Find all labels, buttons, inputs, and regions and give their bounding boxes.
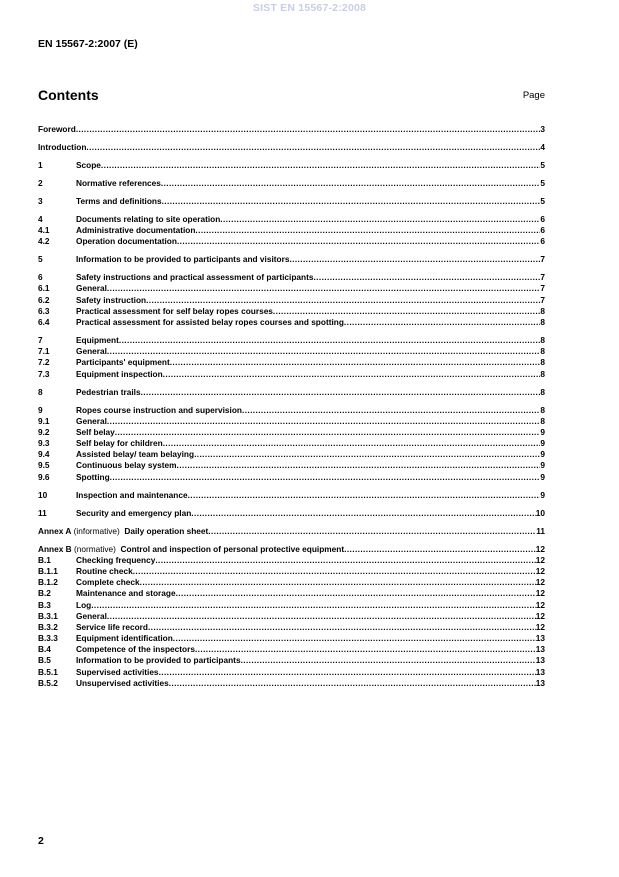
toc-entry-number: B.3.1 <box>38 610 58 621</box>
toc-entry-page: 7 <box>540 294 545 305</box>
toc-entry-title-text: Self belay <box>76 426 115 437</box>
dot-leader <box>155 555 535 566</box>
dot-leader <box>173 633 536 644</box>
toc-entry-page: 9 <box>540 438 545 449</box>
toc-entry[interactable] <box>38 178 545 189</box>
toc-entry-page: 12 <box>535 610 545 621</box>
toc-entry-page: 13 <box>535 666 545 677</box>
toc-entry-title <box>38 142 86 153</box>
toc-entry-title <box>76 644 195 655</box>
toc-entry-page: 6 <box>540 213 545 224</box>
toc-entry-title <box>76 449 194 460</box>
toc-entry-page: 9 <box>540 471 545 482</box>
toc-entry-title <box>76 178 161 189</box>
toc-entry-title <box>76 387 141 398</box>
dot-leader <box>344 317 540 328</box>
toc-entry[interactable] <box>38 124 545 135</box>
toc-entry-title-text: Practical assessment for self belay ropes courses <box>76 305 273 316</box>
toc-entry[interactable] <box>38 438 545 449</box>
toc-entry-title-text: Supervised activities <box>76 666 159 677</box>
dot-leader <box>91 600 536 611</box>
dot-leader <box>110 472 541 483</box>
toc-entry-number: B.2 <box>38 588 51 599</box>
dot-leader <box>169 678 536 689</box>
toc-entry-title <box>76 566 133 577</box>
toc-entry[interactable] <box>38 490 545 501</box>
toc-entry[interactable] <box>38 611 545 622</box>
dot-leader <box>313 272 540 283</box>
toc-entry-title <box>76 667 159 678</box>
toc-entry[interactable] <box>38 427 545 438</box>
toc-entry-title-text: Safety instruction <box>76 294 147 305</box>
toc-entry[interactable] <box>38 369 545 380</box>
toc-entry[interactable] <box>38 472 545 483</box>
toc-entry-title <box>76 438 163 449</box>
watermark: SIST EN 15567-2:2008 <box>252 2 367 14</box>
toc-entry[interactable] <box>38 644 545 655</box>
toc-entry-page: 6 <box>540 236 545 247</box>
toc-entry-number: 9.4 <box>38 449 50 460</box>
toc-entry[interactable] <box>38 416 545 427</box>
toc-entry-title-text: Service life record <box>76 621 148 632</box>
toc-entry-number: 6.2 <box>38 294 50 305</box>
dot-leader <box>170 357 541 368</box>
toc-entry-title <box>76 678 169 689</box>
toc-entry-page: 13 <box>535 644 545 655</box>
toc-entry-title-text: Competence of the inspectors <box>76 644 195 655</box>
toc-entry-page: 11 <box>536 525 545 536</box>
toc-entry-page: 13 <box>535 633 545 644</box>
dot-leader <box>162 196 541 207</box>
toc-entry-title <box>76 272 313 283</box>
toc-entry-number: 7.2 <box>38 357 50 368</box>
toc-entry-page: 7 <box>540 254 545 265</box>
toc-entry-page: 8 <box>540 317 545 328</box>
dot-leader <box>107 283 540 294</box>
toc-entry-title-text: General <box>76 283 107 294</box>
toc-entry[interactable] <box>38 577 545 588</box>
toc-entry-title <box>76 283 107 294</box>
toc-entry-number: 1 <box>38 159 43 170</box>
toc-entry-title <box>76 254 289 265</box>
toc-entry-title <box>76 611 107 622</box>
toc-entry-page: 10 <box>535 507 545 518</box>
dot-leader <box>220 214 540 225</box>
toc-entry-page: 8 <box>540 415 545 426</box>
toc-entry-title <box>76 460 177 471</box>
toc-entry-number: 6.1 <box>38 283 50 294</box>
toc-entry-page: 8 <box>540 368 545 379</box>
toc-entry-title <box>76 317 344 328</box>
dot-leader <box>141 387 541 398</box>
toc-entry-title-text: Annex B <box>38 543 72 554</box>
toc-entry-page: 9 <box>540 489 545 500</box>
toc-entry[interactable] <box>38 526 545 537</box>
toc-entry-title <box>76 335 119 346</box>
toc-entry-title-text: Spotting <box>76 471 110 482</box>
toc-entry-title-text: Routine check <box>76 565 133 576</box>
toc-entry[interactable] <box>38 622 545 633</box>
dot-leader <box>148 622 536 633</box>
toc-entry-number: 9.3 <box>38 438 50 449</box>
dot-leader <box>119 335 541 346</box>
toc-entry[interactable] <box>38 306 545 317</box>
toc-entry-title-text: Pedestrian trails <box>76 386 141 397</box>
toc-entry-title-text: Continuous belay system <box>76 460 177 471</box>
dot-leader <box>177 460 541 471</box>
toc-entry-number: 10 <box>38 489 48 500</box>
toc-entry-page: 8 <box>540 335 545 345</box>
toc-entry-page: 8 <box>540 346 545 357</box>
toc-entry-number: 2 <box>38 177 43 188</box>
page-column-label: Page <box>522 90 545 101</box>
toc-entry-title <box>76 160 101 171</box>
toc-entry-title <box>76 508 191 519</box>
toc-annex-title: Control and inspection of personal protective equipment <box>118 543 345 554</box>
dot-leader <box>76 124 541 135</box>
dot-leader <box>115 427 541 438</box>
toc-entry[interactable] <box>38 667 545 678</box>
toc-entry-number: B.3.3 <box>38 633 58 644</box>
toc-entry-title <box>76 472 110 483</box>
toc-entry-title-text: Introduction <box>38 141 87 152</box>
toc-entry-title-text: Self belay for children <box>76 438 163 449</box>
dot-leader <box>163 438 541 449</box>
dot-leader <box>208 526 536 537</box>
toc-entry-number: 6 <box>38 272 43 283</box>
dot-leader <box>289 254 540 265</box>
dot-leader <box>101 160 540 171</box>
toc-entry-page: 12 <box>535 588 545 599</box>
toc-entry-number: B.5.1 <box>38 666 58 677</box>
toc-entry-title <box>76 622 148 633</box>
toc-entry-page: 12 <box>535 621 545 632</box>
toc-entry-page: 5 <box>540 159 545 170</box>
toc-entry-number: B.4 <box>38 644 51 655</box>
toc-entry[interactable] <box>38 214 545 225</box>
toc-entry-title-text: Participants' equipment <box>76 357 170 368</box>
toc-entry[interactable] <box>38 387 545 398</box>
toc-entry-number: B.3.2 <box>38 621 58 632</box>
toc-entry-number: 9.6 <box>38 471 50 482</box>
toc-entry-title-text: General <box>76 346 107 357</box>
toc-entry-page: 9 <box>540 449 545 460</box>
toc-entry-title-text: Equipment inspection <box>76 368 163 379</box>
toc-entry-number: 9.1 <box>38 415 50 426</box>
dot-leader <box>344 544 536 555</box>
toc-entry-page: 5 <box>540 177 545 188</box>
toc-entry-number: B.5 <box>38 655 51 666</box>
toc-entry[interactable] <box>38 160 545 171</box>
toc-entry-page: 12 <box>535 599 545 610</box>
dot-leader <box>107 346 540 357</box>
toc-entry-title-text: Terms and definitions <box>76 195 162 206</box>
toc-entry-number: 8 <box>38 386 43 397</box>
toc-entry-title-text: Information to be provided to participants <box>76 655 241 666</box>
toc-entry[interactable] <box>38 196 545 207</box>
toc-entry[interactable] <box>38 678 545 689</box>
toc-entry-title-text: Normative references <box>76 177 161 188</box>
toc-entry-number: 3 <box>38 195 43 206</box>
toc-entry[interactable] <box>38 283 545 294</box>
dot-leader <box>133 566 536 577</box>
dot-leader <box>86 142 540 153</box>
toc-entry-number: 9.5 <box>38 460 50 471</box>
toc-entry[interactable] <box>38 225 545 236</box>
toc-entry-number: 7.3 <box>38 368 50 379</box>
toc-entry-page: 6 <box>540 225 545 236</box>
toc-entry[interactable] <box>38 295 545 306</box>
toc-entry-number: B.1.2 <box>38 577 58 588</box>
toc-entry-title-text: Equipment <box>76 335 119 345</box>
dot-leader <box>241 655 536 666</box>
toc-entry-number: 11 <box>38 507 47 518</box>
toc-entry[interactable] <box>38 236 545 247</box>
toc-entry-title <box>76 588 176 599</box>
toc-entry-page: 8 <box>540 404 545 415</box>
toc-entry[interactable] <box>38 317 545 328</box>
dot-leader <box>194 449 540 460</box>
dot-leader <box>195 225 540 236</box>
toc-entry-title <box>76 555 155 566</box>
toc-entry-title <box>76 600 91 611</box>
toc-entry-number: 4.2 <box>38 236 50 247</box>
toc-entry-title <box>76 405 242 416</box>
toc-entry-title-text: Foreword <box>38 124 76 134</box>
dot-leader <box>242 405 540 416</box>
toc-entry-title-text: Information to be provided to participants and visitors <box>76 254 290 265</box>
toc-entry[interactable] <box>38 566 545 577</box>
toc-entry-title-text: Ropes course instruction and supervision <box>76 404 242 415</box>
toc-annex-qualifier: (informative) <box>71 525 123 536</box>
toc-entry[interactable] <box>38 655 545 666</box>
toc-entry[interactable] <box>38 508 545 519</box>
toc-entry-title-text: Log <box>76 599 92 610</box>
toc-entry-number: 9 <box>38 404 43 415</box>
dot-leader <box>273 306 540 317</box>
toc-entry[interactable] <box>38 588 545 599</box>
toc-entry-title <box>76 633 173 644</box>
toc-entry-title-text: Checking frequency <box>76 554 156 565</box>
dot-leader <box>195 644 536 655</box>
toc-entry-title <box>76 490 188 501</box>
page-number: 2 <box>38 835 44 847</box>
toc-entry-title <box>76 236 177 247</box>
dot-leader <box>140 577 536 588</box>
dot-leader <box>176 588 536 599</box>
toc-entry-page: 12 <box>535 554 545 565</box>
dot-leader <box>191 508 535 519</box>
toc-entry-title-text: Documents relating to site operation <box>76 213 221 224</box>
toc-entry-number: 7.1 <box>38 346 50 357</box>
toc-entry-page: 13 <box>535 677 545 688</box>
toc-entry[interactable] <box>38 633 545 644</box>
toc-entry-title <box>76 225 195 236</box>
toc-entry-title-text: Administrative documentation <box>76 225 196 236</box>
toc-entry-number: 4.1 <box>38 225 50 236</box>
dot-leader <box>163 369 541 380</box>
toc-entry-page: 8 <box>540 357 545 368</box>
toc-entry-title <box>38 544 344 555</box>
toc-entry-page: 9 <box>540 460 545 471</box>
toc-entry-page: 3 <box>540 124 545 134</box>
toc-entry[interactable] <box>38 272 545 283</box>
dot-leader <box>188 490 541 501</box>
toc-entry-title-text: Practical assessment for assisted belay ropes courses and spotting <box>76 317 344 328</box>
dot-leader <box>159 667 536 678</box>
toc-entry-page: 12 <box>535 543 545 554</box>
toc-entry-number: B.5.2 <box>38 677 58 688</box>
toc-entry-number: B.1 <box>38 554 51 565</box>
toc-entry-number: 7 <box>38 335 43 345</box>
toc-entry-title <box>76 577 140 588</box>
toc-entry[interactable] <box>38 544 545 555</box>
toc-entry-number: B.1.1 <box>38 565 58 576</box>
toc-entry-title-text: General <box>76 610 107 621</box>
toc-entry-title <box>76 357 170 368</box>
toc-entry-title <box>76 306 273 317</box>
toc-entry-title <box>76 416 107 427</box>
toc-entry-title <box>76 346 107 357</box>
toc-entry[interactable] <box>38 254 545 265</box>
toc-entry-title-text: Operation documentation <box>76 236 177 247</box>
toc-entry-title <box>76 369 163 380</box>
toc-entry-number: 5 <box>38 254 43 265</box>
toc-entry[interactable] <box>38 405 545 416</box>
toc-entry-page: 13 <box>535 655 545 666</box>
toc-entry-title <box>76 214 220 225</box>
toc-entry-title-text: Scope <box>76 159 101 170</box>
toc-entry-title <box>76 427 115 438</box>
toc-entry-page: 12 <box>535 565 545 576</box>
toc-entry-title <box>76 196 162 207</box>
toc-entry-title <box>76 295 146 306</box>
toc-entry[interactable] <box>38 142 545 153</box>
toc-entry-number: 4 <box>38 213 43 224</box>
dot-leader <box>177 236 540 247</box>
toc-entry-title-text: Security and emergency plan <box>76 507 192 518</box>
toc-annex-title: Daily operation sheet <box>122 525 209 536</box>
toc-entry-page: 9 <box>540 426 545 437</box>
toc-entry-title <box>76 655 241 666</box>
dot-leader <box>146 295 540 306</box>
toc-entry[interactable] <box>38 555 545 566</box>
toc-entry-title-text: Annex A <box>38 525 72 536</box>
toc-entry[interactable] <box>38 357 545 368</box>
toc-entry[interactable] <box>38 449 545 460</box>
toc-entry-number: 9.2 <box>38 426 50 437</box>
toc-entry-title-text: Assisted belay/ team belaying <box>76 449 195 460</box>
toc-entry-title <box>38 124 76 135</box>
toc-entry-page: 7 <box>540 272 545 283</box>
toc-entry-number: B.3 <box>38 599 51 610</box>
document-id: EN 15567-2:2007 (E) <box>38 38 138 50</box>
toc-entry-number: 6.3 <box>38 305 50 316</box>
toc-entry-page: 5 <box>540 195 545 206</box>
toc-entry-title-text: General <box>76 415 107 426</box>
toc-entry-page: 7 <box>540 283 545 294</box>
toc-entry[interactable] <box>38 460 545 471</box>
toc-entry-title <box>38 526 208 537</box>
toc-entry-page: 8 <box>540 305 545 316</box>
toc-entry-page: 12 <box>535 577 545 588</box>
toc-entry-title-text: Equipment identification <box>76 633 173 644</box>
toc-entry-page: 4 <box>540 141 545 152</box>
toc-entry[interactable] <box>38 346 545 357</box>
toc-entry-page: 8 <box>540 386 545 397</box>
toc-entry-number: 6.4 <box>38 317 50 328</box>
toc-entry-title-text: Unsupervised activities <box>76 677 169 688</box>
dot-leader <box>107 416 540 427</box>
contents-title: Contents <box>38 87 99 103</box>
toc-entry[interactable] <box>38 335 545 346</box>
table-of-contents <box>38 124 545 689</box>
toc-annex-qualifier: (normative) <box>71 543 119 554</box>
dot-leader <box>161 178 541 189</box>
dot-leader <box>107 611 536 622</box>
toc-entry-title-text: Safety instructions and practical assessment of participants <box>76 272 314 283</box>
toc-entry-title-text: Maintenance and storage <box>76 588 176 599</box>
toc-entry-title-text: Complete check <box>76 577 140 588</box>
toc-entry[interactable] <box>38 600 545 611</box>
toc-entry-title-text: Inspection and maintenance <box>76 489 188 500</box>
